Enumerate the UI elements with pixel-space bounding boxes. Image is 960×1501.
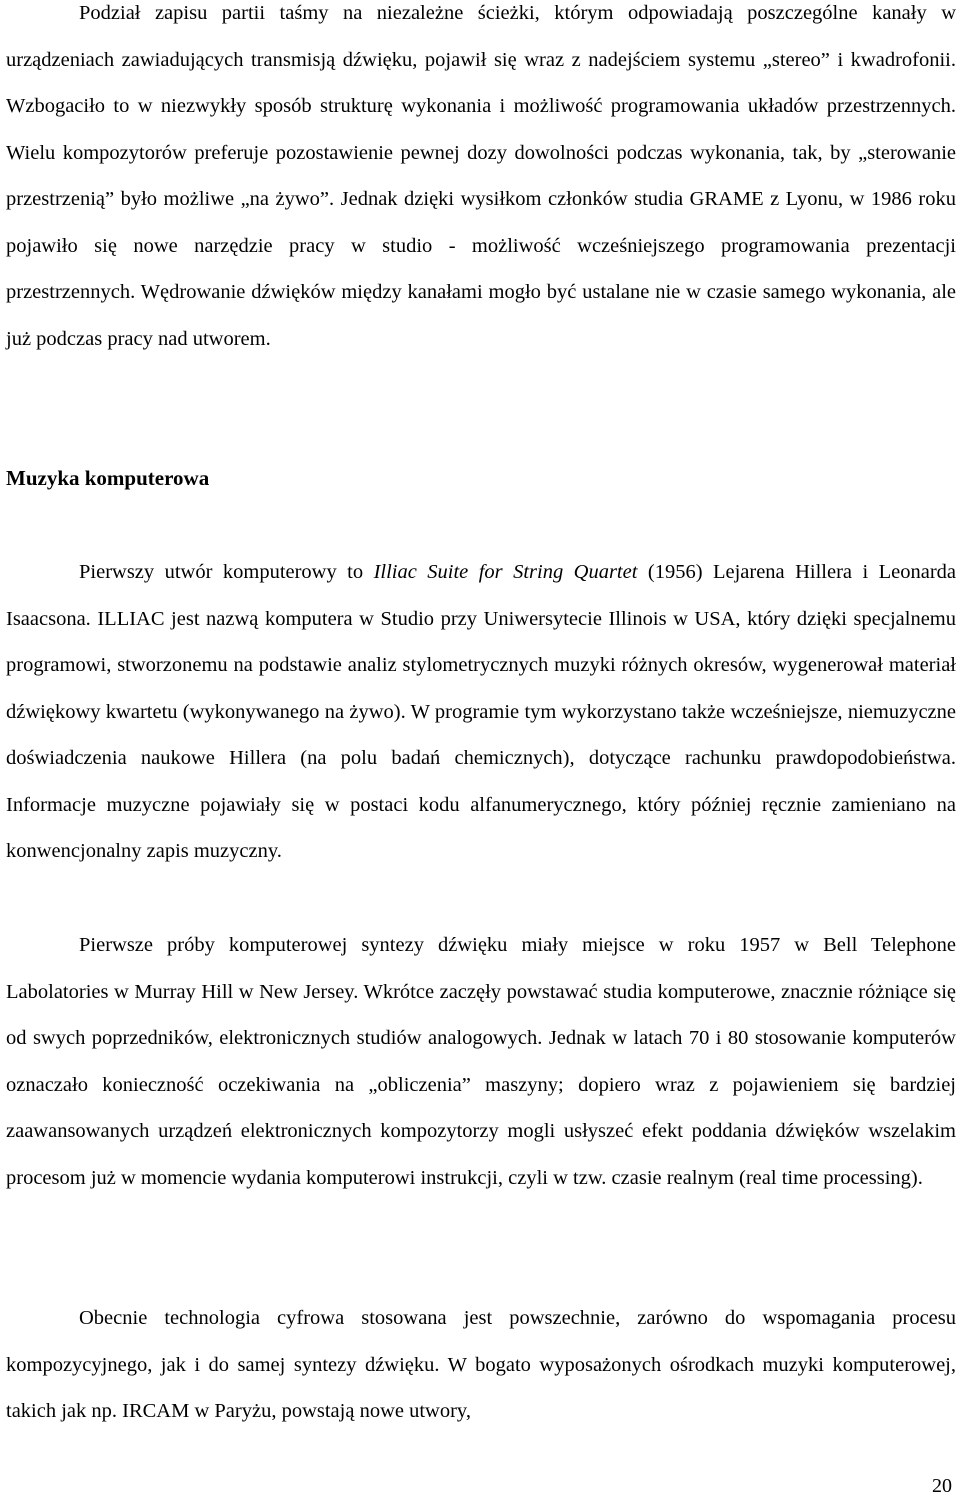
page-number: 20 [932,1475,952,1497]
section-heading: Muzyka komputerowa [6,466,210,490]
paragraph-text-after-title: (1956) Lejarena Hillera i Leonarda Isaacsona. ILLIAC jest nazwą komputera w Studio przy Uniwersytecie Illinois w USA, który dzięki specjalnemu programowi, stworzonemu na podstawie analiz stylometrycznych muzyki różnych okresów, wygenerował materiał dźwiękowy kwartetu (wykonywanego na żywo). W programie tym wykorzystano także wcześniejsze, niemuzyczne doświadczenia naukowe Hillera (na polu badań chemicznych), dotyczące rachunku prawdopodobieństwa. Informacje muzyczne pojawiały się w postaci kodu alfanumerycznego, który później ręcznie zamieniano na konwencjonalny zapis muzyczny. [6,561,956,862]
paragraph-text-before-title: Pierwszy utwór komputerowy to [79,561,374,583]
work-title: Illiac Suite for String Quartet [373,561,638,583]
paragraph-digital-technology: Obecnie technologia cyfrowa stosowana jest powszechnie, zarówno do wspomagania procesu kompozycyjnego, jak i do samej syntezy dźwięku. W bogato wyposażonych ośrodkach muzyki komputerowej, takich jak np. IRCAM w Paryżu, powstają nowe utwory, [6,1307,956,1422]
paragraph-sound-synthesis: Pierwsze próby komputerowej syntezy dźwięku miały miejsce w roku 1957 w Bell Telephone Labolatories w Murray Hill w New Jersey. Wkrótce zaczęły powstawać studia komputerowe, znacznie różniące się od swych poprzedników, elektronicznych studiów analogowych. Jednak w latach 70 i 80 stosowanie komputerów oznaczało konieczność oczekiwania na „obliczenia” maszyny; dopiero wraz z pojawieniem się bardziej zaawansowanych urządzeń elektronicznych kompozytorzy mogli usłyszeć efekt poddania dźwięków wszelakim procesom już w momencie wydania komputerowi instrukcji, czyli w tzw. czasie realnym (real time processing). [6,934,956,1189]
paragraph-first-computer-work [6,549,956,875]
paragraph-spatial-recording: Podział zapisu partii taśmy na niezależne ścieżki, którym odpowiadają poszczególne kanały w urządzeniach zawiadujących transmisją dźwięku, pojawił się wraz z nadejściem systemu „stereo” i kwadrofonii. Wzbogaciło to w niezwykły sposób strukturę wykonania i możliwość programowania układów przestrzennych. Wielu kompozytorów preferuje pozostawienie pewnej dozy dowolności podczas wykonania, tak, by „sterowanie przestrzenią” było możliwe „na żywo”. Jednak dzięki wysiłkom członków studia GRAME z Lyonu, w 1986 roku pojawiło się nowe narzędzie pracy w studio - możliwość wcześniejszego programowania prezentacji przestrzennych. Wędrowanie dźwięków między kanałami mogło być ustalane nie w czasie samego wykonania, ale już podczas pracy nad utworem. [6,2,956,350]
